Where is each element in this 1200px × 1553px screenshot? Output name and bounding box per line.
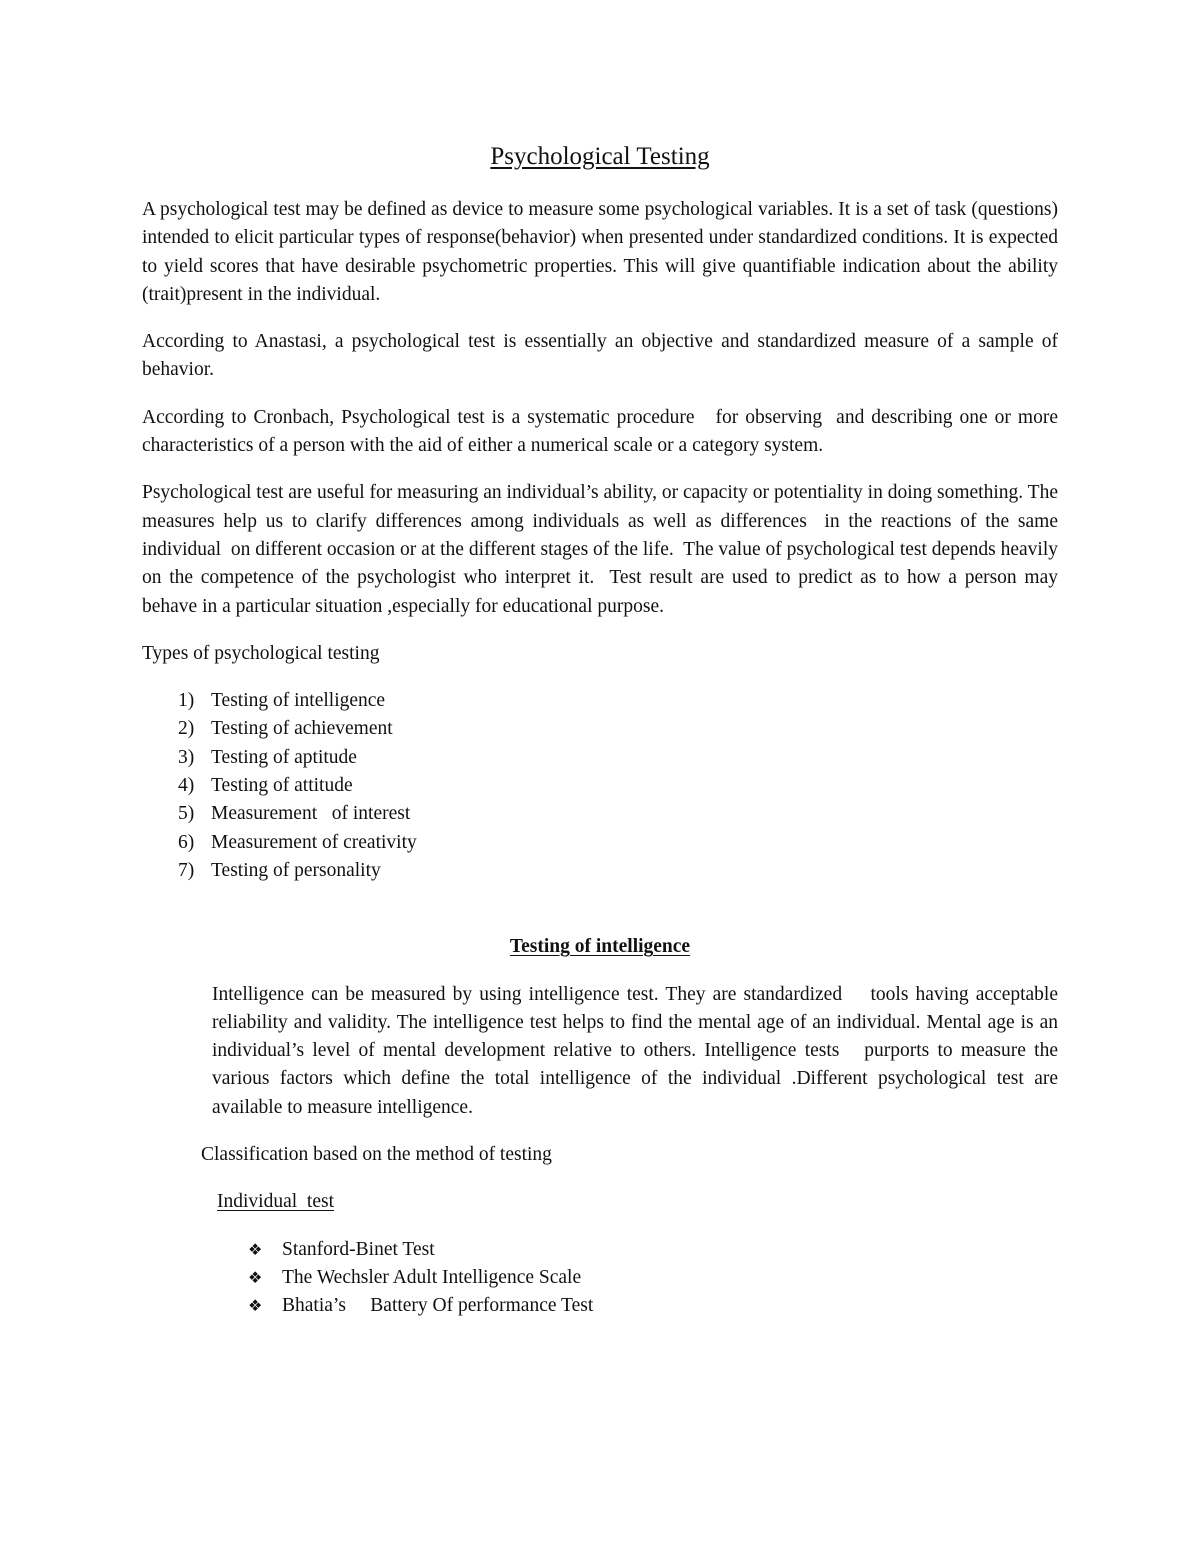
document-body bbox=[142, 140, 1063, 1321]
list-item bbox=[142, 1236, 1058, 1264]
list-item bbox=[142, 829, 1058, 857]
list-item bbox=[142, 715, 1058, 743]
list-number: 5) bbox=[178, 803, 195, 825]
list-item bbox=[142, 800, 1058, 828]
list-number: 4) bbox=[178, 775, 195, 797]
list-item bbox=[142, 857, 1058, 885]
list-item-label: Bhatia’s Battery Of performance Test bbox=[282, 1295, 594, 1317]
list-item-label: Testing of achievement bbox=[211, 718, 393, 740]
list-item bbox=[142, 744, 1058, 772]
list-number: 6) bbox=[178, 831, 195, 853]
types-heading: Types of psychological testing bbox=[142, 642, 380, 664]
paragraph-cronbach: According to Cronbach, Psychological test is a systematic procedure for observing and describing one or more characteristics of a person with the aid of either a numerical scale or a category system. bbox=[142, 406, 1063, 457]
classification-text: Classification based on the method of testing bbox=[201, 1144, 552, 1166]
types-list bbox=[142, 687, 1058, 885]
document-title: Psychological Testing bbox=[490, 143, 710, 170]
paragraph-anastasi: According to Anastasi, a psychological test is essentially an objective and standardized measure of a sample of behavior. bbox=[142, 331, 1058, 381]
list-item-label: Measurement of creativity bbox=[211, 831, 417, 853]
list-item-label: Stanford-Binet Test bbox=[282, 1238, 435, 1260]
list-number: 3) bbox=[178, 746, 195, 768]
list-number: 2) bbox=[178, 718, 195, 740]
list-number: 7) bbox=[178, 859, 195, 881]
list-item-label: Testing of attitude bbox=[211, 775, 353, 797]
list-item-label: Testing of personality bbox=[211, 859, 381, 881]
list-item bbox=[142, 1292, 1058, 1320]
paragraph-usefulness: Psychological test are useful for measuring an individual’s ability, or capacity or potentiality in doing something. The measures help us to clarify differences among individuals as well as differences in the reactions of the same individual on different occasion or at the different stages of the life. The value of psychological test depends heavily on the competence of the psychologist who interpret it. Test result are used to predict as to how a person may behave in a particular situation ,especially for educational purpose. bbox=[142, 482, 1063, 617]
paragraph-intelligence: Intelligence can be measured by using intelligence test. They are standardized tools having acceptable reliability and validity. The intelligence test helps to find the mental age of an individual. Mental age is an individual’s level of mental development relative to others. Intelligence tests purports to measure the various factors which define the total intelligence of the individual .Different psychological test are available to measure intelligence. bbox=[212, 983, 1063, 1118]
list-item-label: The Wechsler Adult Intelligence Scale bbox=[282, 1266, 582, 1288]
list-item-label: Testing of aptitude bbox=[211, 746, 357, 768]
diamond-bullet-icon: ❖ bbox=[248, 1239, 263, 1259]
list-item bbox=[142, 772, 1058, 800]
diamond-bullet-icon: ❖ bbox=[248, 1267, 263, 1287]
list-item bbox=[142, 687, 1058, 715]
section-heading-intelligence: Testing of intelligence bbox=[509, 936, 691, 958]
list-item-label: Testing of intelligence bbox=[211, 690, 386, 712]
list-item bbox=[142, 1264, 1058, 1292]
list-item-label: Measurement of interest bbox=[211, 803, 411, 825]
diamond-bullet-icon: ❖ bbox=[248, 1296, 263, 1316]
paragraph-definition: A psychological test may be defined as device to measure some psychological variables. It is a set of task (questions) intended to elicit particular types of response(behavior) when presented under standardized conditions. It is expected to yield scores that have desirable psychometric properties. This will give quantifiable indication about the ability (trait)present in the individual. bbox=[142, 199, 1058, 305]
individual-test-list bbox=[142, 1236, 1058, 1321]
individual-test-subheading: Individual test bbox=[217, 1191, 334, 1213]
list-number: 1) bbox=[178, 690, 195, 712]
